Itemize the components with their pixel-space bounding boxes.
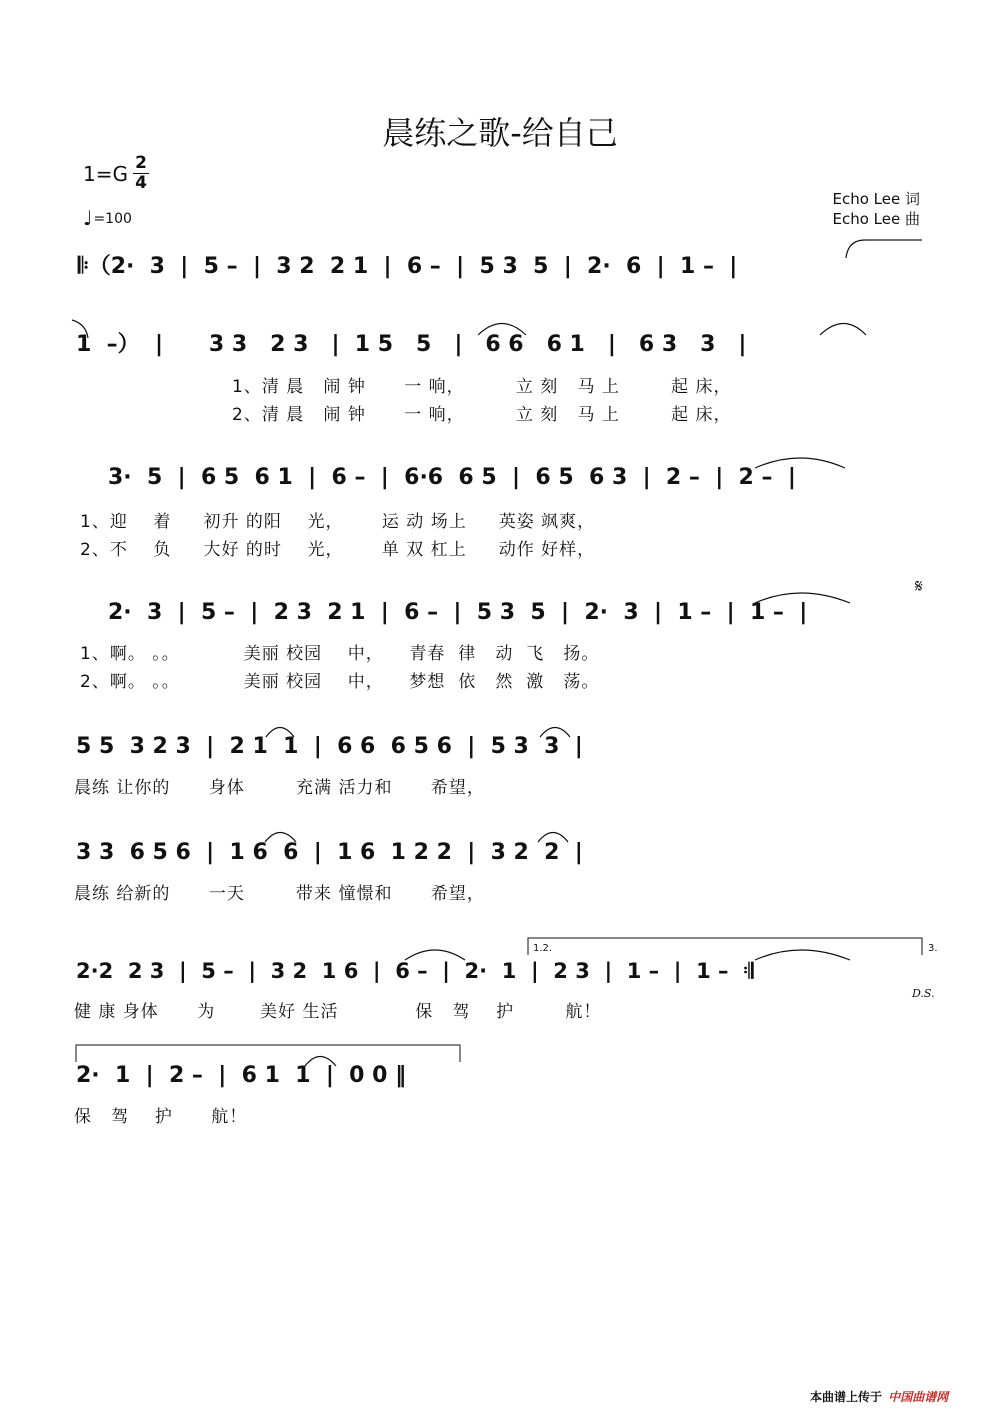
lyric-line: 晨练 让你的 身体 充满 活力和 希望，: [74, 778, 485, 798]
notation-line: 3 3 6 5 6 | 1 6 6 | 1 6 1 2 2 | 3 2 2 |: [76, 840, 583, 865]
score-row-4: [0, 593, 1000, 713]
score-row-6: [0, 833, 1000, 953]
notation-line: 2· 3 | 5 – | 2 3 2 1 | 6 – | 5 3 5 | 2· 3 | 1 – | 1 – |: [108, 600, 808, 625]
time-signature-bottom: 4: [135, 173, 147, 193]
notation-line: 5 5 3 2 3 | 2 1 1 | 6 6 6 5 6 | 5 3 3 |: [76, 734, 583, 759]
time-signature: [133, 154, 149, 193]
page-title: 晨练之歌-给自己: [382, 114, 618, 152]
notation-line: 3· 5 | 6 5 6 1 | 6 – | 6·6 6 5 | 6 5 6 3 | 2 – | 2 – |: [108, 465, 796, 490]
lyric-verse-1: 1、啊。 。。 美丽 校园 中， 青春 律 动 飞 扬。: [80, 644, 600, 664]
lyric-verse-2: 2、不 负 大好 的时 光， 单 双 杠上 动作 好样，: [80, 540, 596, 560]
lyric-line: 晨练 给新的 一天 带来 憧憬和 希望，: [74, 884, 485, 904]
footer-credit: [810, 1388, 948, 1405]
tempo-marking: [83, 206, 132, 230]
volta-3-label: 3.: [928, 943, 938, 954]
key-signature: 1=G: [83, 162, 128, 186]
lyricist-credit: Echo Lee 词: [832, 190, 920, 208]
lyric-line: 健 康 身体 为 美好 生活 保 驾 护 航！: [74, 1002, 602, 1022]
lyric-verse-1: 1、迎 着 初升 的阳 光， 运 动 场上 英姿 飒爽，: [80, 512, 596, 532]
lyric-line: 保 驾 护 航！: [74, 1107, 248, 1127]
site-logo: 中国曲谱网: [888, 1390, 949, 1404]
footer-upload-text: 本曲谱上传于: [810, 1390, 883, 1404]
score-row-3: [0, 458, 1000, 578]
dal-segno-mark: D.S.: [912, 987, 935, 1000]
notation-line: 𝄆（2· 3 | 5 – | 3 2 2 1 | 6 – | 5 3 5 | 2· 6 | 1 – |: [78, 254, 738, 279]
notation-line: 1 –） | 3 3 2 3 | 1 5 5 | 6 6 6 1 | 6 3 3 |: [76, 332, 747, 357]
quarter-note-icon: ♩: [83, 206, 93, 230]
lyric-verse-1: 1、清 晨 闹 钟 一 响， 立 刻 马 上 起 床，: [232, 377, 732, 397]
score-row-7: [0, 951, 1000, 1071]
score-row-2: [0, 325, 1000, 445]
composer-credit: Echo Lee 曲: [832, 210, 920, 228]
lyric-verse-2: 2、清 晨 闹 钟 一 响， 立 刻 马 上 起 床，: [232, 405, 732, 425]
time-signature-top: 2: [135, 153, 147, 173]
notation-line: 2· 1 | 2 – | 6 1 1 | 0 0 ‖: [76, 1063, 407, 1088]
tempo-value: =100: [93, 211, 132, 227]
notation-line: 2·2 2 3 | 5 – | 3 2 1 6 | 6 – | 2· 1 | 2 3 | 1 – | 1 – 𝄇: [76, 959, 754, 983]
volta-1-2-label: 1.2.: [533, 943, 553, 954]
score-row-5: [0, 727, 1000, 847]
lyric-verse-2: 2、啊。 。。 美丽 校园 中， 梦想 依 然 激 荡。: [80, 672, 600, 692]
score-row-8: [0, 1056, 1000, 1176]
segno-icon: 𝄋: [915, 576, 923, 597]
